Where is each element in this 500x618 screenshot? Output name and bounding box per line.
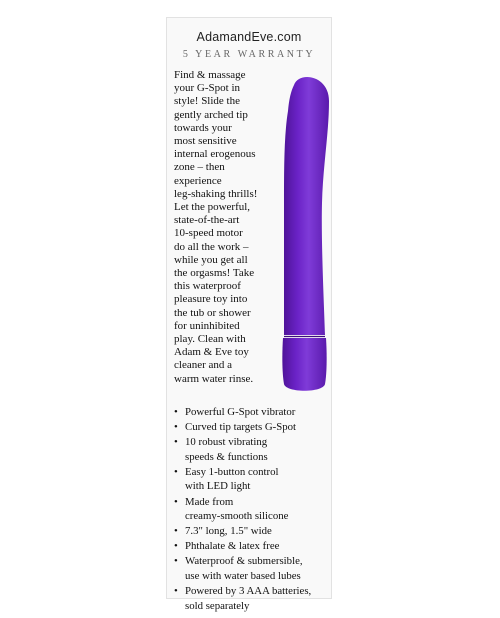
feature-item: • 10 robust vibrating speeds & functions [174,436,268,463]
feature-item: • Powered by 3 AAA batteries, sold separately [174,585,312,612]
feature-list [174,405,332,614]
warranty-heading: 5 YEAR WARRANTY [182,49,316,60]
product-description: Find & massage your G-Spot in style! Slide the gently arched tip towards your most sensitive internal erogenous zone – then experience leg-shaking thrills! Let the powerful, state-of-the-art 10-speed motor do all the work – while you get all the orgasms! Take this waterproof pleasure toy into the tub or shower for uninhibited play. Clean with Adam & Eve toy cleaner and a warm water rinse. [174,69,258,385]
feature-item: • Phthalate & latex free [174,540,280,553]
feature-item: • Curved tip targets G-Spot [174,421,297,434]
vibrator-shaft [284,77,329,335]
vibrator-base [282,338,326,391]
feature-item: • 7.3" long, 1.5" wide [174,525,272,538]
feature-item: • Waterproof & submersible, use with water based lubes [174,555,303,583]
site-name: AdamandEve.com [196,30,302,44]
feature-item: • Easy 1-button control with LED light [174,465,279,493]
feature-item: • Powerful G-Spot vibrator [174,406,296,418]
feature-item: • Made from creamy-smooth silicone [174,495,289,523]
product-box-panel [166,17,332,612]
vibrator-image [263,73,331,395]
